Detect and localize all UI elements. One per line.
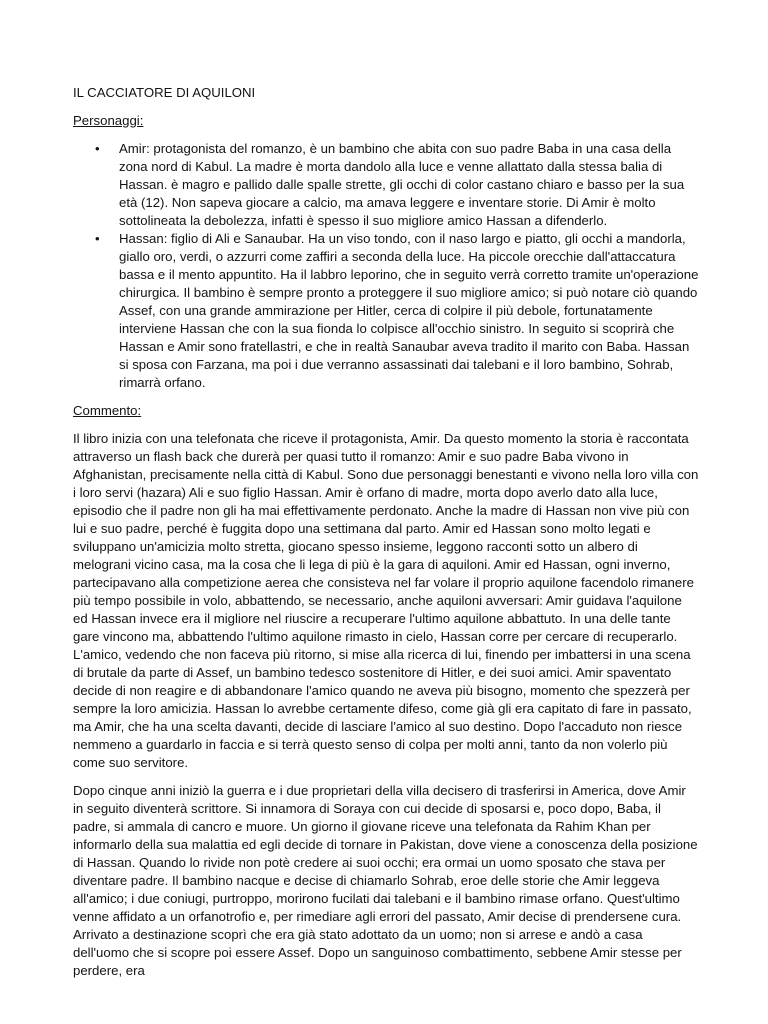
list-item-text: Amir: protagonista del romanzo, è un bambino che abita con suo padre Baba in una casa della zona nord di Kabul. La madre è morta dandolo alla luce e venne allattato dalla stessa balia di Hassan. è magro e pallido dalle spalle strette, gli occhi di color castano chiaro e basso per la sua età (12). Non sapeva giocare a calcio, ma amava leggere e inventare storie. Di Amir è molto sottolineata la debolezza, infatti è spesso il suo migliore amico Hassan a difenderlo. (119, 141, 685, 228)
document-page (73, 84, 699, 990)
bullet-icon: • (95, 141, 100, 156)
list-item-text: Hassan: figlio di Ali e Sanaubar. Ha un viso tondo, con il naso largo e piatto, gli occhi a mandorla, giallo oro, verdi, o azzurri come zaffiri a seconda della luce. Ha piccole orecchie dall'attaccatura bassa e il mento appuntito. Ha il labbro leporino, che in seguito verrà corretto tramite un'operazione chirurgica. Il bambino è sempre pronto a proteggere il suo migliore amico; si può notare ciò quando Assef, con una grande ammirazione per Hitler, cerca di colpire il più debole, fortunatamente interviene Hassan che con la sua fionda lo colpisce all'occhio sinistro. In seguito si scoprirà che Hassan e Amir sono fratellastri, e che in realtà Sanaubar aveva tradito il marito con Baba. Hassan si sposa con Farzana, ma poi i due verranno assassinati dai talebani e il loro bambino, Sohrab, rimarrà orfano. (119, 231, 699, 390)
comment-paragraph-2: Dopo cinque anni iniziò la guerra e i due proprietari della villa decisero di trasferirsi in America, dove Amir in seguito diventerà scrittore. Si innamora di Soraya con cui decide di sposarsi e, poco dopo, Baba, il padre, si ammala di cancro e muore. Un giorno il giovane riceve una telefonata da Rahim Khan per informarlo della sua malattia ed egli decide di tornare in Pakistan, dove viene a conoscenza della posizione di Hassan. Quando lo rivide non potè credere ai suoi occhi; era ormai un uomo sposato che stava per diventare padre. Il bambino nacque e decise di chiamarlo Sohrab, eroe delle storie che Amir leggeva all'amico; i due coniugi, purtroppo, morirono fucilati dai talebani e il bambino rimase orfano. Quest'ultimo venne affidato a un orfanotrofio e, per rimediare agli errori del passato, Amir decise di prendersene cura. Arrivato a destinazione scoprì che era già stato adottato da un uomo; non si arrese e andò a casa dell'uomo che si scopre poi essere Assef. Dopo un sanguinoso combattimento, sebbene Amir stesse per perdere, era (73, 783, 698, 978)
list-item-hassan (73, 230, 699, 392)
characters-list (73, 140, 699, 392)
characters-heading: Personaggi: (73, 113, 144, 128)
comment-heading: Commento: (73, 403, 142, 418)
list-item-amir (73, 140, 699, 230)
document-title: IL CACCIATORE DI AQUILONI (73, 85, 256, 100)
comment-paragraph-1: Il libro inizia con una telefonata che riceve il protagonista, Amir. Da questo momento la storia è raccontata attraverso un flash back che durerà per quasi tutto il romanzo: Amir e suo padre Baba vivono in Afghanistan, precisamente nella città di Kabul. Sono due personaggi benestanti e vivono nella loro villa con i loro servi (hazara) Ali e suo figlio Hassan. Amir è orfano di madre, morta dopo averlo dato alla luce, episodio che il padre non gli ha mai effettivamente perdonato. Anche la madre di Hassan non vive più con lui e suo padre, perché è fuggita dopo una settimana dal parto. Amir ed Hassan sono molto legati e sviluppano un'amicizia molto stretta, giocano spesso insieme, leggono racconti sotto un albero di melograni vicino casa, ma la cosa che li lega di più è la gara di aquiloni. Amir ed Hassan, ogni inverno, partecipavano alla competizione aerea che consisteva nel far volare il proprio aquilone facendolo rimanere più tempo possibile in volo, abbattendo, se necessario, anche aquiloni avversari: Amir guidava l'aquilone ed Hassan invece era il migliore nel riuscire a recuperare l'ultimo aquilone abbattuto. In una delle tante gare vincono ma, abbattendo l'ultimo aquilone rimasto in cielo, Hassan corre per cercare di recuperarlo. L'amico, vedendo che non faceva più ritorno, si mise alla ricerca di lui, finendo per imbattersi in una scena di brutale da parte di Assef, un bambino tedesco sostenitore di Hitler, e dei suoi amici. Amir spaventato decide di non reagire e di abbandonare l'amico quando ne aveva più bisogno, momento che spezzerà per sempre la loro amicizia. Hassan lo avrebbe certamente difeso, come già gli era capitato di fare in passato, ma Amir, che ha una scelta davanti, decide di lasciare l'amico al suo destino. Dopo l'accaduto non riesce nemmeno a guardarlo in faccia e si terrà questo senso di colpa per molti anni, tanto da non volerlo più come suo servitore. (73, 431, 699, 770)
bullet-icon: • (95, 231, 100, 246)
